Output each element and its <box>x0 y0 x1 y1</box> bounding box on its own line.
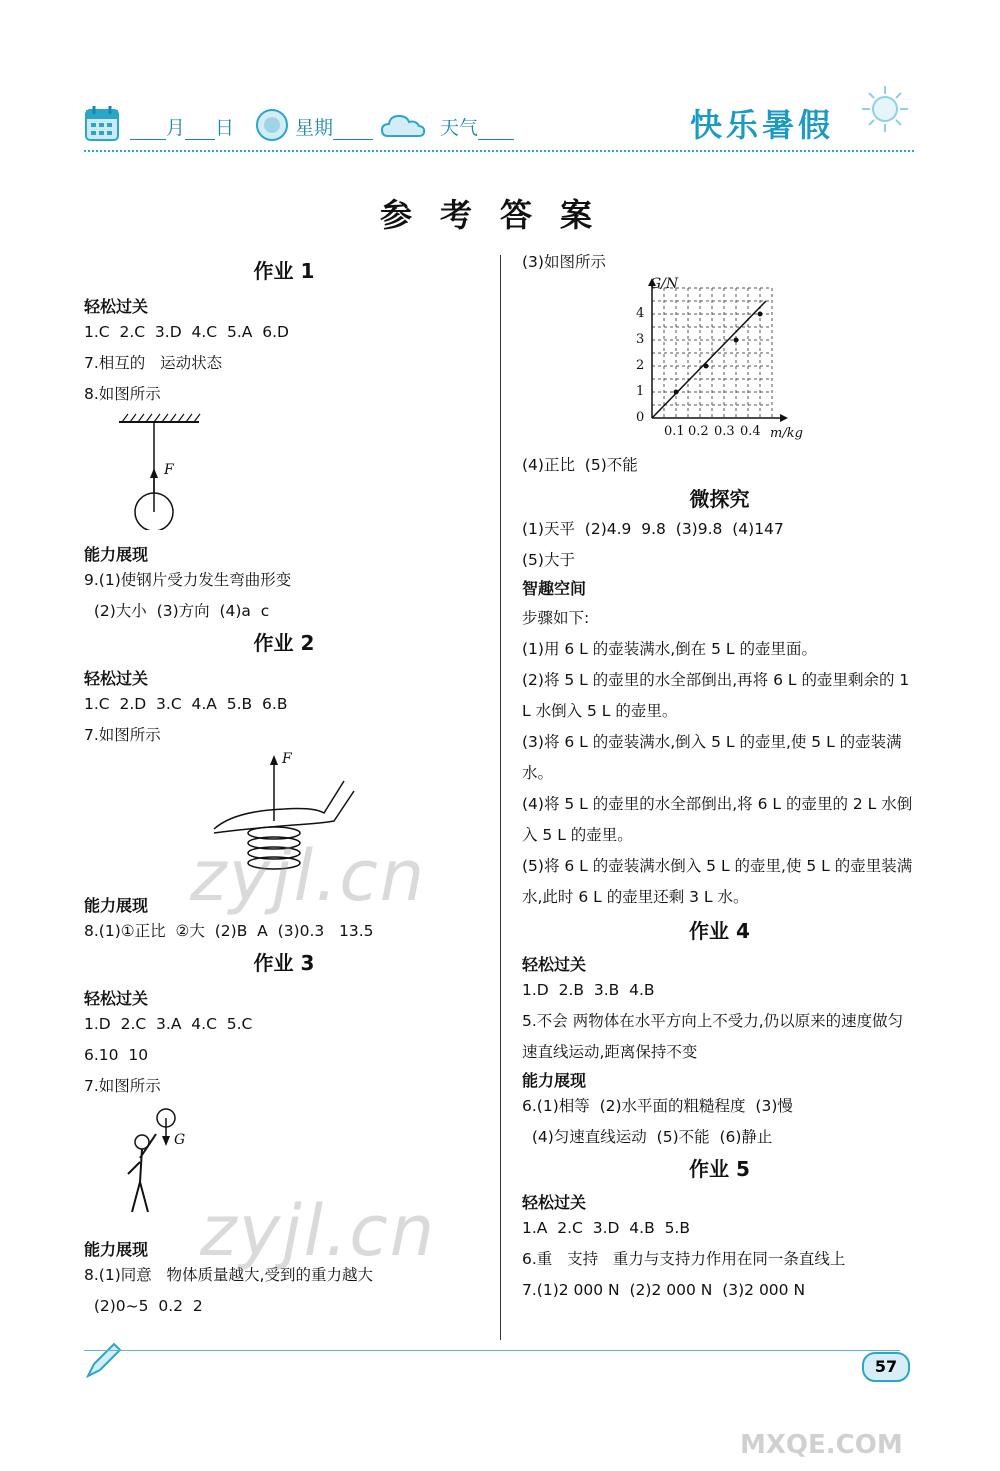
graph-xlabel: m/kg <box>770 426 803 441</box>
brand-logo <box>690 96 910 146</box>
fun-line-1: 步骤如下: <box>522 609 590 627</box>
left-column <box>84 255 484 1322</box>
hw1-section-ability: 能力展现 <box>84 545 149 564</box>
brand-title: 快乐暑假 <box>690 106 835 144</box>
hw1-line-4: 9.(1)使钢片受力发生弯曲形变 <box>84 571 292 589</box>
hw3-section-ability: 能力展现 <box>84 1240 149 1259</box>
graph-ylabel: G/N <box>650 276 679 292</box>
hw4-line-4: (4)匀速直线运动 (5)不能 (6)静止 <box>522 1128 773 1146</box>
hw4-heading: 作业 4 <box>689 919 750 943</box>
hw3-line-4: 8.(1)同意 物体质量越大,受到的重力越大 <box>84 1266 373 1284</box>
hw2-section-ability: 能力展现 <box>84 896 149 915</box>
graph-intro: (3)如图所示 <box>522 253 606 271</box>
sun-logo-icon <box>860 84 910 134</box>
hw1-line-3: 8.如图所示 <box>84 385 161 403</box>
hw1-line-2: 7.相互的 运动状态 <box>84 354 223 372</box>
hw4-line-1: 1.D 2.B 3.B 4.B <box>522 981 655 999</box>
hw1-line-5: (2)大小 (3)方向 (4)a c <box>84 602 270 620</box>
graph-xtick-4: 0.4 <box>740 424 761 439</box>
explore-line-1: (1)天平 (2)4.9 9.8 (3)9.8 (4)147 <box>522 520 784 538</box>
right-column <box>522 255 917 1306</box>
weekday-label: 星期 <box>295 117 334 139</box>
mass-weight-graph <box>622 278 922 443</box>
column-divider <box>500 255 501 1340</box>
explore-heading: 微探究 <box>689 487 750 511</box>
hw3-heading: 作业 3 <box>253 951 315 975</box>
watermark-2: zyjl.cn <box>200 1190 437 1272</box>
hw1-heading: 作业 1 <box>253 259 315 283</box>
hw4-line-3: 6.(1)相等 (2)水平面的粗糙程度 (3)慢 <box>522 1097 793 1115</box>
hw2-line-3: 8.(1)①正比 ②大 (2)B A (3)0.3 13.5 <box>84 922 374 940</box>
graph-ytick-3: 3 <box>636 332 645 347</box>
hw2-section-easy: 轻松过关 <box>84 669 149 688</box>
hw2-heading: 作业 2 <box>253 631 315 655</box>
hw3-line-2: 6.10 10 <box>84 1046 149 1064</box>
calendar-icon <box>84 104 120 142</box>
graph-xtick-2: 0.2 <box>688 424 709 439</box>
pen-icon <box>84 1340 124 1380</box>
hw3-line-3: 7.如图所示 <box>84 1077 161 1095</box>
page-title: 参考答案 <box>379 196 620 234</box>
cloud-icon <box>380 110 426 140</box>
hw5-section-easy: 轻松过关 <box>522 1193 587 1212</box>
weather-field <box>440 113 514 143</box>
hw1-force-label: F <box>164 462 174 478</box>
hw1-figure <box>84 410 484 530</box>
hw1-line-1: 1.C 2.C 3.D 4.C 5.A 6.D <box>84 323 289 341</box>
hw4-section-easy: 轻松过关 <box>522 955 587 974</box>
sun-icon <box>255 108 289 142</box>
graph-line-after: (4)正比 (5)不能 <box>522 456 638 474</box>
hw2-force-label: F <box>282 751 292 767</box>
graph-ytick-2: 2 <box>636 358 645 373</box>
hw5-line-3: 7.(1)2 000 N (2)2 000 N (3)2 000 N <box>522 1281 806 1299</box>
month-label: 月 <box>166 117 186 139</box>
hw1-section-easy: 轻松过关 <box>84 297 149 316</box>
fun-line-5: (4)将 5 L 的壶里的水全部倒出,将 6 L 的壶里的 2 L 水倒入 5 L 的壶里。 <box>522 795 913 844</box>
weekday-field <box>295 113 373 143</box>
header-divider <box>84 150 914 152</box>
hanging-ball-diagram <box>114 410 244 530</box>
hw3-gravity-label: G <box>174 1132 186 1148</box>
hw4-line-2: 5.不会 两物体在水平方向上不受力,仍以原来的速度做匀速直线运动,距离保持不变 <box>522 1012 904 1061</box>
footer-divider <box>84 1350 900 1351</box>
day-label: 日 <box>215 117 235 139</box>
hw2-line-1: 1.C 2.D 3.C 4.A 5.B 6.B <box>84 695 288 713</box>
explore-line-2: (5)大于 <box>522 551 575 569</box>
weather-label: 天气 <box>440 117 479 139</box>
hw4-section-ability: 能力展现 <box>522 1071 587 1090</box>
hw3-line-1: 1.D 2.C 3.A 4.C 5.C <box>84 1015 253 1033</box>
graph-figure <box>522 276 917 441</box>
graph-ytick-1: 1 <box>636 384 645 399</box>
hw5-line-1: 1.A 2.C 3.D 4.B 5.B <box>522 1219 690 1237</box>
graph-xtick-3: 0.3 <box>714 424 735 439</box>
hw3-section-easy: 轻松过关 <box>84 989 149 1008</box>
hw5-line-2: 6.重 支持 重力与支持力作用在同一条直线上 <box>522 1250 846 1268</box>
page-number: 57 <box>862 1352 910 1382</box>
graph-xtick-1: 0.1 <box>664 424 685 439</box>
hw5-heading: 作业 5 <box>689 1157 750 1181</box>
hw2-line-2: 7.如图所示 <box>84 726 161 744</box>
graph-ytick-4: 4 <box>636 306 645 321</box>
fun-line-3: (2)将 5 L 的壶里的水全部倒出,再将 6 L 的壶里剩余的 1 L 水倒入 5 L 的壶里。 <box>522 671 910 720</box>
watermark-3: MXQE.COM <box>740 1430 903 1460</box>
graph-ytick-0: 0 <box>636 410 645 425</box>
fun-line-4: (3)将 6 L 的壶装满水,倒入 5 L 的壶里,使 5 L 的壶装满水。 <box>522 733 902 782</box>
fun-line-2: (1)用 6 L 的壶装满水,倒在 5 L 的壶里面。 <box>522 640 817 658</box>
fun-heading: 智趣空间 <box>522 579 587 598</box>
hw3-line-5: (2)0~5 0.2 2 <box>84 1297 203 1315</box>
watermark-1: zyjl.cn <box>190 835 427 917</box>
date-field <box>130 113 234 143</box>
fun-line-6: (5)将 6 L 的壶装满水倒入 5 L 的壶里,使 5 L 的壶里装满水,此时 6 L 的壶里还剩 3 L 水。 <box>522 857 913 906</box>
